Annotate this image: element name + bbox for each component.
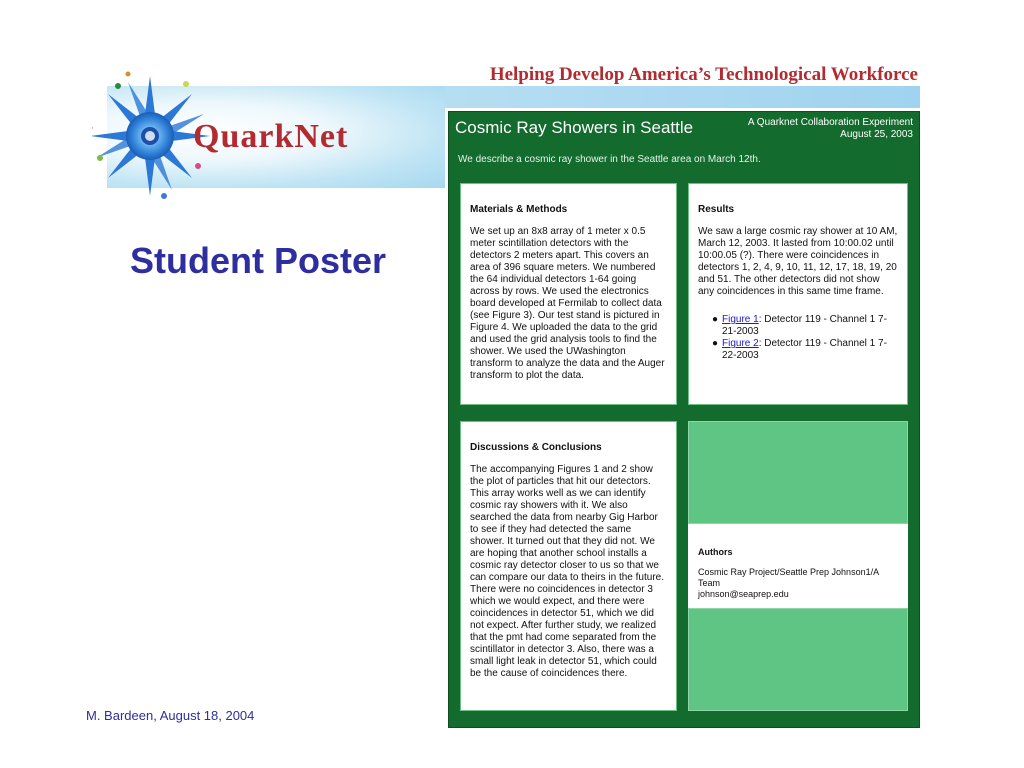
bullet-icon: ● xyxy=(712,314,719,325)
discussion-body: The accompanying Figures 1 and 2 show the plot of particles that hit our detectors. This array works well as we can identify cosmic ray showers with it. We also searched the data from nearby Gig Harbor to see if they had detected the same shower. It turned out that they did not. We are hoping that another school installs a cosmic ray detector closer to us so that we can compare our data to theirs in the future. There were no coincidences in detector 3 which we would expect, and there were coincidences in detector 51, which we did not expect. After further study, we realized that the pmt had come separated from the scintillator in detector 3. Also, there was a small light leak in detector 51, which could be the cause of coincidences there. xyxy=(470,464,664,679)
poster-meta-date: August 25, 2003 xyxy=(840,129,913,140)
authors-heading: Authors xyxy=(698,547,733,557)
figure-2-caption: : Detector 119 - Channel 1 7-22-2003 xyxy=(722,338,887,361)
authors-panel xyxy=(688,524,908,608)
results-heading: Results xyxy=(698,204,735,215)
results-panel xyxy=(688,183,908,405)
results-body: We saw a large cosmic ray shower at 10 AM, March 12, 2003. It lasted from 10:00.02 until 10:00.05 (?). There were coincidences in detectors 1, 2, 4, 9, 10, 11, 12, 17, 18, 19, 20 and 51. The other detectors did not show any coincidences in this same time frame. xyxy=(698,226,898,297)
materials-methods-panel xyxy=(460,183,677,405)
green-decor-box-top xyxy=(688,421,908,524)
bullet-icon: ● xyxy=(712,338,719,349)
poster-meta xyxy=(748,117,913,141)
slide-title: Student Poster xyxy=(130,240,387,281)
poster-meta-experiment: A Quarknet Collaboration Experiment xyxy=(747,117,913,128)
poster-title: Cosmic Ray Showers in Seattle xyxy=(455,118,694,137)
figure-1-link[interactable]: Figure 1 xyxy=(722,314,759,325)
discussion-conclusions-panel xyxy=(460,421,677,711)
materials-heading: Materials & Methods xyxy=(470,204,568,215)
green-decor-box-bottom xyxy=(688,608,908,711)
figures-list xyxy=(698,314,898,362)
materials-body: We set up an 8x8 array of 1 meter x 0.5 meter scintillation detectors with the detectors 2 meters apart. This covers an area of 396 square meters. We numbered the 64 individual detectors 1-64 going across by rows. We used the electronics board developed at Fermilab to collect data (see Figure 3). Our test stand is pictured in Figure 4. We uploaded the data to the grid and used the grid analysis tools to find the shower. We used the UWashington transform to analyze the data and the Auger transform to plot the data. xyxy=(470,226,665,381)
discussion-heading: Discussions & Conclusions xyxy=(470,442,602,453)
authors-email: johnson@seaprep.edu xyxy=(698,589,789,599)
quarknet-logo-text: QuarkNet xyxy=(193,118,349,155)
student-poster xyxy=(448,111,920,728)
header-tagline: Helping Develop America’s Technological Workforce xyxy=(489,64,918,85)
figure-1-caption: : Detector 119 - Channel 1 7-21-2003 xyxy=(722,314,887,337)
authors-team: Cosmic Ray Project/Seattle Prep Johnson1/A Team xyxy=(698,567,879,588)
list-item xyxy=(712,314,898,338)
slide-footer: M. Bardeen, August 18, 2004 xyxy=(86,708,255,723)
poster-intro: We describe a cosmic ray shower in the Seattle area on March 12th. xyxy=(458,154,761,165)
list-item xyxy=(712,338,898,362)
figure-2-link[interactable]: Figure 2 xyxy=(722,338,759,349)
